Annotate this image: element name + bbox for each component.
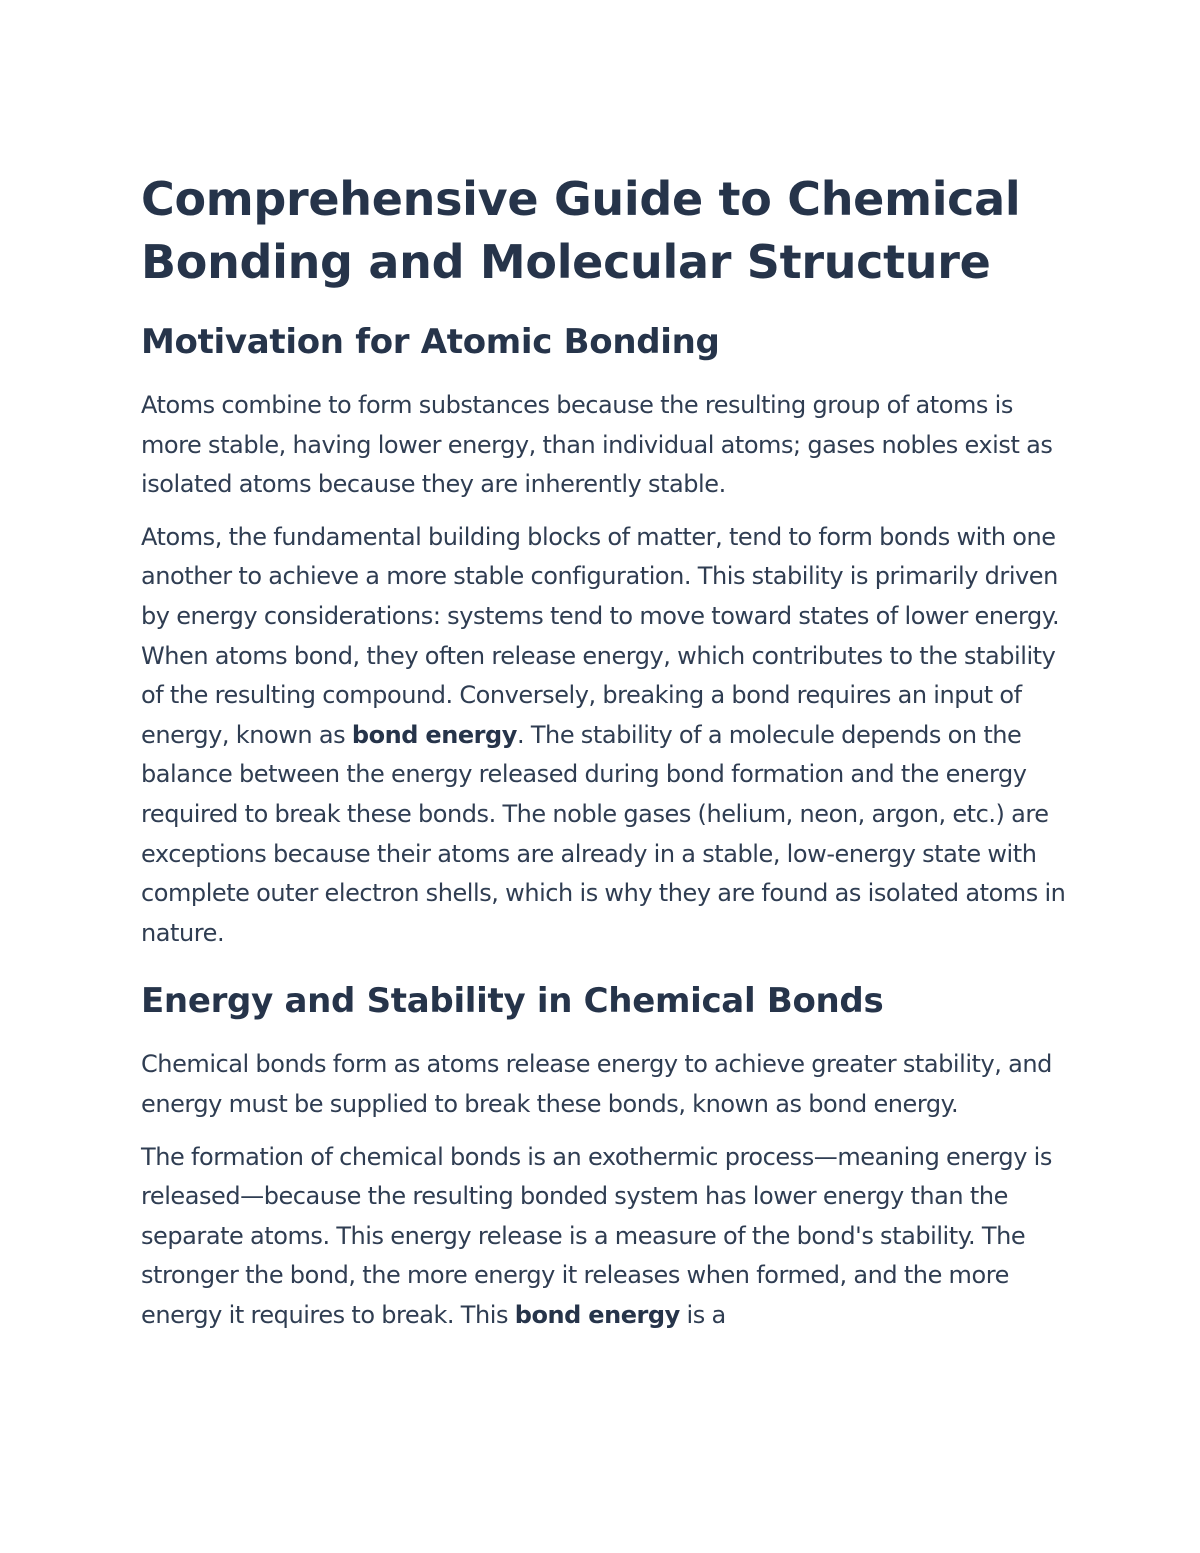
bold-term-bond-energy: bond energy [514, 1300, 680, 1329]
detail-text: is a [679, 1300, 726, 1329]
document-title: Comprehensive Guide to Chemical Bonding and Molecular Structure [141, 172, 1021, 289]
bold-term-bond-energy: bond energy [351, 720, 517, 749]
section-summary-motivation: Atoms combine to form substances because the resulting group of atoms is more stable, having lower energy, than individual atoms; gases nobles exist as isolated atoms because they are inherently stable. [141, 391, 1053, 499]
section-summary-energy-stability: Chemical bonds form as atoms release energy to achieve greater stability, and energy must be supplied to break these bonds, known as bond energy. [141, 1050, 1052, 1118]
document-page [141, 168, 1066, 1335]
section-heading-energy-stability: Energy and Stability in Chemical Bonds [141, 981, 884, 1022]
section-detail-motivation [141, 518, 1066, 954]
section-detail-energy-stability [141, 1138, 1066, 1336]
section-heading-motivation: Motivation for Atomic Bonding [141, 322, 720, 362]
detail-text: Atoms, the fundamental building blocks of matter, tend to form bonds with one another to achieve a more stable configuration. This stability is primarily driven by energy considerations: systems tend to move toward states of lower energy. When atoms bond, they often release energy, which contributes to the stability of the resulting compound. Conversely, breaking a bond requires an input of energy, known as [141, 522, 1060, 749]
detail-text: . The stability of a molecule depends on the balance between the energy released during bond formation and the energy required to break these bonds. The noble gases (helium, neon, argon, etc.) are exceptions because their atoms are already in a stable, low-energy state with complete outer electron shells, which is why they are found as isolated atoms in nature. [141, 720, 1066, 947]
detail-text: The formation of chemical bonds is an exothermic process—meaning energy is released—because the resulting bonded system has lower energy than the separate atoms. This energy release is a measure of the bond's stability. The stronger the bond, the more energy it releases when formed, and the more energy it requires to break. This [141, 1142, 1052, 1329]
